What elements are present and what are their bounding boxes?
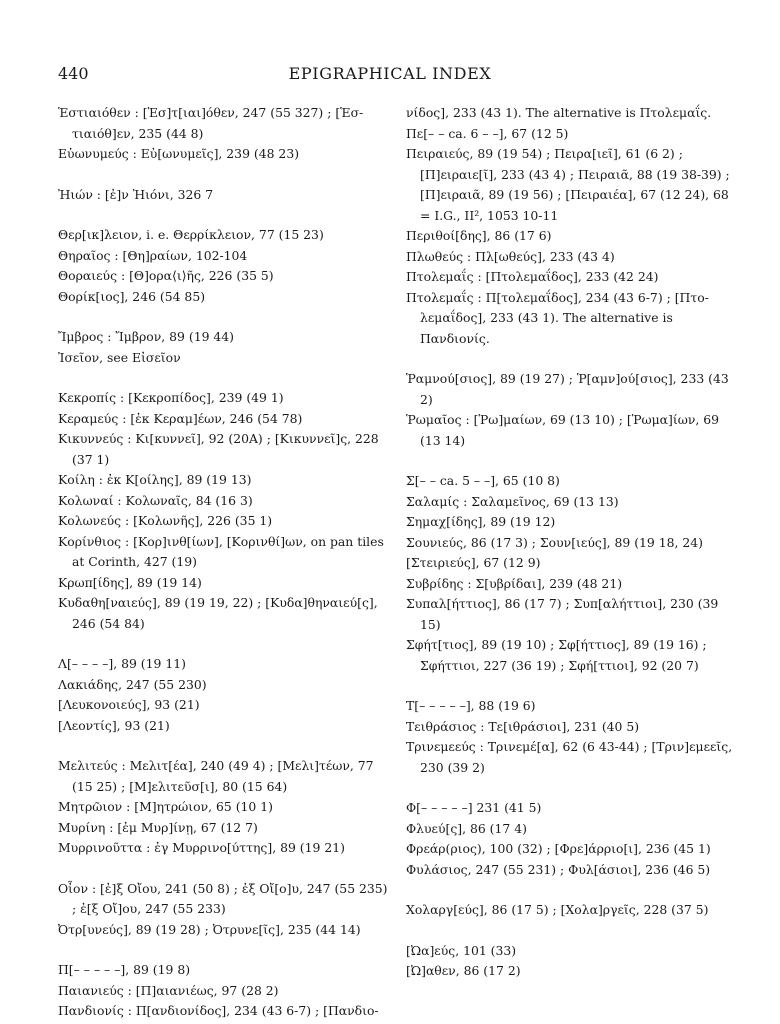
index-entry: Ῥαμνού[σιος], 89 (19 27) ; Ῥ[αμν]ού[σιος], 233 (43 2) (406, 371, 729, 407)
section-gap (58, 736, 388, 756)
index-entry: Τ[– – – – –], 88 (19 6) (406, 698, 536, 713)
index-entry: Κορίνθιος : [Κορ]ινθ[ίων], [Κορινθί]ων, on pan tiles at Corinth, 427 (19) (58, 533, 384, 569)
index-entry: Μυρίνη : [ἐμ Μυρ]ίνῃ, 67 (12 7) (58, 819, 258, 835)
section-gap (58, 634, 388, 654)
index-entry: Πε[– – ca. 6 – –], 67 (12 5) (406, 125, 569, 141)
page-number: 440 (58, 64, 89, 83)
index-entry: Τρινεμεεύς : Τρινεμέ[α], 62 (6 43-44) ; [Τριν]εμεεῖς, 230 (39 2) (406, 739, 733, 775)
index-entry: Σφήτ[τιος], 89 (19 10) ; Σφ[ήττιος], 89 (19 16) ; Σφήττιοι, 227 (36 19) ; Σφή[ττιοι], 92 (20 7) (406, 637, 707, 673)
index-entry: Θοραιεύς : [Θ]ορα⟨ι⟩ῆς, 226 (35 5) (58, 268, 274, 283)
index-entry: Εὐωνυμεύς : Εὐ[ωνυμεῖς], 239 (48 23) (58, 146, 300, 161)
index-entry: Σαλαμίς : Σαλαμεῖνος, 69 (13 13) (406, 493, 619, 509)
index-entry: Κολωνεύς : [Κολωνῆς], 226 (35 1) (58, 513, 273, 528)
index-entry: Συπαλ[ήττιος], 86 (17 7) ; Συπ[αλήττιοι], 230 (39 15) (406, 596, 719, 632)
index-entry: Λακιάδης, 247 (55 230) (58, 676, 207, 692)
index-entry: Φρεάρ(ριος), 100 (32) ; [Φρε]άρριο[ι], 236 (45 1) (406, 841, 711, 856)
index-entry: Θορίκ[ιος], 246 (54 85) (58, 288, 206, 304)
index-entry: [Ὠα]εύς, 101 (33) (406, 942, 517, 958)
page-title: EPIGRAPHICAL INDEX (288, 64, 492, 83)
section-gap (406, 451, 740, 471)
index-entry: Τειθράσιος : Τε[ιθράσιοι], 231 (40 5) (406, 718, 640, 734)
section-gap (406, 676, 740, 696)
section-gap (406, 921, 740, 941)
index-column-left (58, 103, 388, 1022)
index-entry: Ὀτρ[υνεύς], 89 (19 28) ; Ὀτρυνε[ῖς], 235 (44 14) (58, 921, 361, 937)
section-gap (406, 349, 740, 369)
index-entry: Πτολεμαΐς : Π[τολεμαΐδος], 234 (43 6-7) ; [Πτο-λεμαΐδος], 233 (43 1). The alternative is Πανδιονίς. (406, 289, 709, 346)
section-gap (58, 940, 388, 960)
index-entry: Κεραμεύς : [ἐκ Κεραμ]έων, 246 (54 78) (58, 410, 303, 426)
index-entry: Π[– – – – –], 89 (19 8) (58, 962, 191, 977)
index-entry: Φ[– – – – –] 231 (41 5) (406, 800, 542, 815)
section-gap (406, 880, 740, 900)
index-entry: Κοίλη : ἐκ Κ[οίλης], 89 (19 13) (58, 472, 252, 487)
index-entry: Ἰσεῖον, see Εἰσεῖον (58, 349, 181, 365)
index-entry: Κεκροπίς : [Κεκροπίδος], 239 (49 1) (58, 390, 284, 405)
index-entry: Ἑστιαιόθεν : [Ἑσ]τ[ιαι]όθεν, 247 (55 327) ; [Ἑσ-τιαιόθ]εν, 235 (44 8) (58, 105, 364, 141)
index-entry: Κικυννεύς : Κι[κυννεῖ], 92 (20A) ; [Κικυννεῖ]ς, 228 (37 1) (58, 431, 379, 467)
index-entry: Ἠιών : [ἐ]ν Ἠιόνι, 326 7 (58, 186, 214, 202)
section-gap (58, 165, 388, 185)
section-gap (58, 205, 388, 225)
index-entry: Σημαχ[ίδης], 89 (19 12) (406, 514, 556, 529)
index-entry: [Λευκονοιεύς], 93 (21) (58, 697, 200, 712)
index-entry: Κυδαθη[ναιεύς], 89 (19 19, 22) ; [Κυδα]θηναιεύ[ς], 246 (54 84) (58, 595, 378, 631)
index-entry: Πτολεμαΐς : [Πτολεμαΐδος], 233 (42 24) (406, 269, 659, 284)
index-entry: Κρωπ[ίδης], 89 (19 14) (58, 574, 202, 590)
index-entry: Πλωθεύς : Πλ[ωθεύς], 233 (43 4) (406, 248, 615, 264)
index-entry: Μελιτεύς : Μελιτ[έα], 240 (49 4) ; [Μελι]τέων, 77 (15 25) ; [Μ]ελιτεῦσ[ι], 80 (15 64) (58, 758, 374, 794)
index-entry: Θηραῖος : [Θη]ραίων, 102-104 (58, 247, 248, 263)
index-entry: Σ[– – ca. 5 – –], 65 (10 8) (406, 473, 560, 488)
index-entry: Οἶον : [ἐ]ξ Οἴου, 241 (50 8) ; ἐξ Οἴ[ο]υ, 247 (55 235) ; ἐ[ξ Οἴ]ου, 247 (55 233) (58, 880, 388, 916)
index-entry: Χολαργ[εύς], 86 (17 5) ; [Χολα]ργεῖς, 228 (37 5) (406, 902, 709, 917)
index-entry: Μυρρινοῦττα : ἐγ Μυρρινο[ύττης], 89 (19 21) (58, 840, 345, 855)
section-gap (58, 368, 388, 388)
index-entry: Συβρίδης : Σ[υβρίδαι], 239 (48 21) (406, 575, 623, 591)
index-entry: Φλυεύ[ς], 86 (17 4) (406, 820, 527, 836)
index-entry: Ῥωμαῖος : [Ῥω]μαίων, 69 (13 10) ; [Ῥωμα]ίων, 69 (13 14) (406, 412, 719, 448)
index-entry: Πανδιονίς : Π[ανδιονίδος], 234 (43 6-7) ; [Πανδιο- (58, 1003, 379, 1018)
index-column-right (406, 103, 740, 982)
index-entry: [Λεοντίς], 93 (21) (58, 717, 170, 733)
index-entry: νίδος], 233 (43 1). The alternative is Πτολεμαΐς. (406, 105, 712, 120)
index-entry: Παιανιεύς : [Π]αιανιέως, 97 (28 2) (58, 982, 279, 998)
index-entry: Σουνιεύς, 86 (17 3) ; Σουν[ιεύς], 89 (19 18, 24) (406, 534, 703, 550)
index-entry: Λ[– – – –], 89 (19 11) (58, 656, 186, 671)
index-entry: Φυλάσιος, 247 (55 231) ; Φυλ[άσιοι], 236 (46 5) (406, 861, 711, 877)
index-entry: Περιθοί[δης], 86 (17 6) (406, 228, 552, 243)
section-gap (406, 778, 740, 798)
index-entry: [Στειριεύς], 67 (12 9) (406, 555, 541, 570)
index-entry: Θερ[ικ]λειον, i. e. Θερρίκλειον, 77 (15 23) (58, 227, 324, 242)
section-gap (58, 859, 388, 879)
index-entry: Κολωναί : Κολωναῖς, 84 (16 3) (58, 492, 253, 508)
index-entry: Πειραιεύς, 89 (19 54) ; Πειρα[ιεῖ], 61 (6 2) ; [Π]ειραιε[ῖ], 233 (43 4) ; Πειραιᾶ, 88 (19 38-39) ; [Π]ειραιᾶ, 89 (19 56) ; [Πειραιέα], 67 (12 24), 68 = I.G., II², 1053 10-11 (406, 146, 730, 223)
index-entry: [Ὠ]αθεν, 86 (17 2) (406, 963, 521, 978)
page-header (0, 64, 780, 88)
index-entry: Ἴμβρος : Ἴμβρον, 89 (19 44) (58, 329, 234, 344)
section-gap (58, 307, 388, 327)
index-entry: Μητρῶιον : [Μ]ητρώιον, 65 (10 1) (58, 799, 273, 814)
